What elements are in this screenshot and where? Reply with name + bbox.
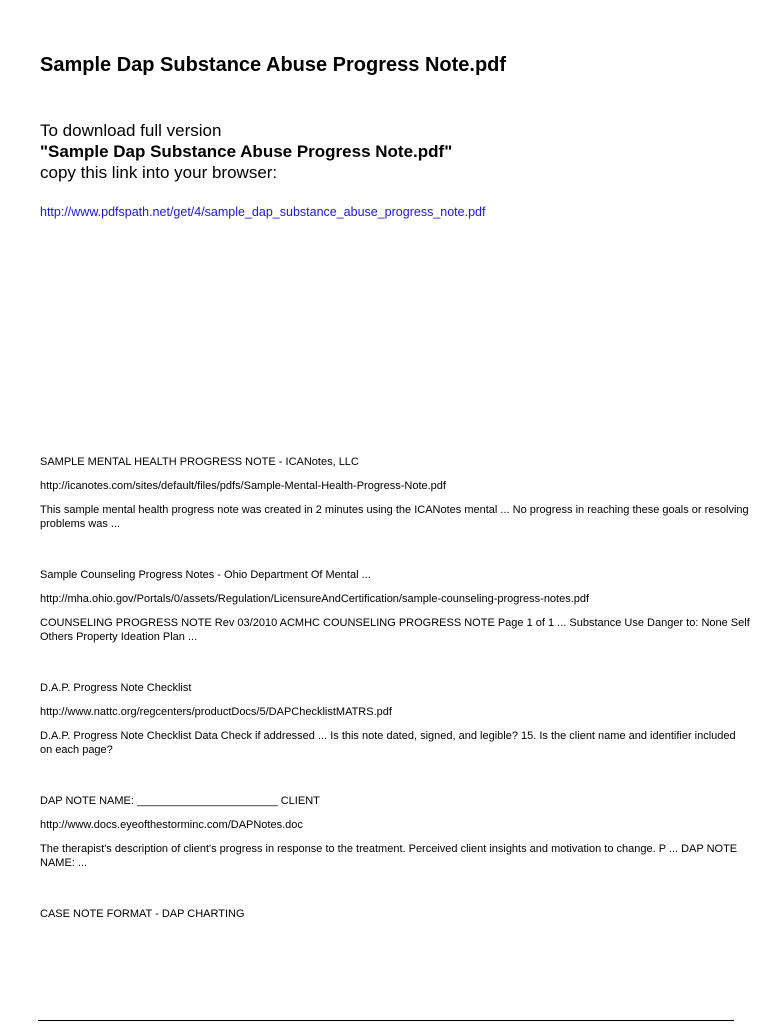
- result-item: [40, 681, 750, 757]
- result-title: SAMPLE MENTAL HEALTH PROGRESS NOTE - ICANotes, LLC: [40, 456, 359, 468]
- download-link[interactable]: http://www.pdfspath.net/get/4/sample_dap_substance_abuse_progress_note.pdf: [40, 205, 486, 219]
- result-item: [40, 794, 750, 870]
- page-footer-divider: [38, 1020, 734, 1021]
- result-title: CASE NOTE FORMAT - DAP CHARTING: [40, 908, 245, 920]
- related-results-list: [40, 455, 750, 958]
- document-title: Sample Dap Substance Abuse Progress Note.pdf: [40, 54, 507, 76]
- result-snippet: The therapist's description of client's progress in response to the treatment. Perceived client insights and motivation to change. P ... DAP NOTE NAME: ...: [40, 843, 738, 869]
- download-copy-instruction: copy this link into your browser:: [40, 163, 278, 182]
- result-title: Sample Counseling Progress Notes - Ohio Department Of Mental ...: [40, 569, 371, 581]
- result-url: http://www.nattc.org/regcenters/productDocs/5/DAPChecklistMATRS.pdf: [40, 706, 392, 718]
- result-item: [40, 455, 750, 531]
- result-title: DAP NOTE NAME: _______________________ CLIENT: [40, 795, 320, 807]
- download-intro-text: To download full version: [40, 121, 222, 140]
- result-url: http://www.docs.eyeofthestorminc.com/DAPNotes.doc: [40, 819, 303, 831]
- result-url: http://icanotes.com/sites/default/files/pdfs/Sample-Mental-Health-Progress-Note.pdf: [40, 480, 446, 492]
- result-snippet: D.A.P. Progress Note Checklist Data Check if addressed ... Is this note dated, signed, and legible? 15. Is the client name and identifier included on each page?: [40, 730, 736, 756]
- download-quoted-title: "Sample Dap Substance Abuse Progress Note.pdf": [40, 142, 453, 161]
- download-instructions: [40, 120, 452, 183]
- result-title: D.A.P. Progress Note Checklist: [40, 682, 192, 694]
- result-snippet: This sample mental health progress note was created in 2 minutes using the ICANotes mental ... No progress in reaching these goals or resolving problems was ...: [40, 504, 749, 530]
- result-url: http://mha.ohio.gov/Portals/0/assets/Regulation/LicensureAndCertification/sample-counseling-progress-notes.pdf: [40, 593, 590, 605]
- result-snippet: COUNSELING PROGRESS NOTE Rev 03/2010 ACMHC COUNSELING PROGRESS NOTE Page 1 of 1 ... Substance Use Danger to: None Self Others Property Ideation Plan ...: [40, 617, 750, 643]
- result-item: [40, 568, 750, 644]
- result-item: [40, 907, 750, 921]
